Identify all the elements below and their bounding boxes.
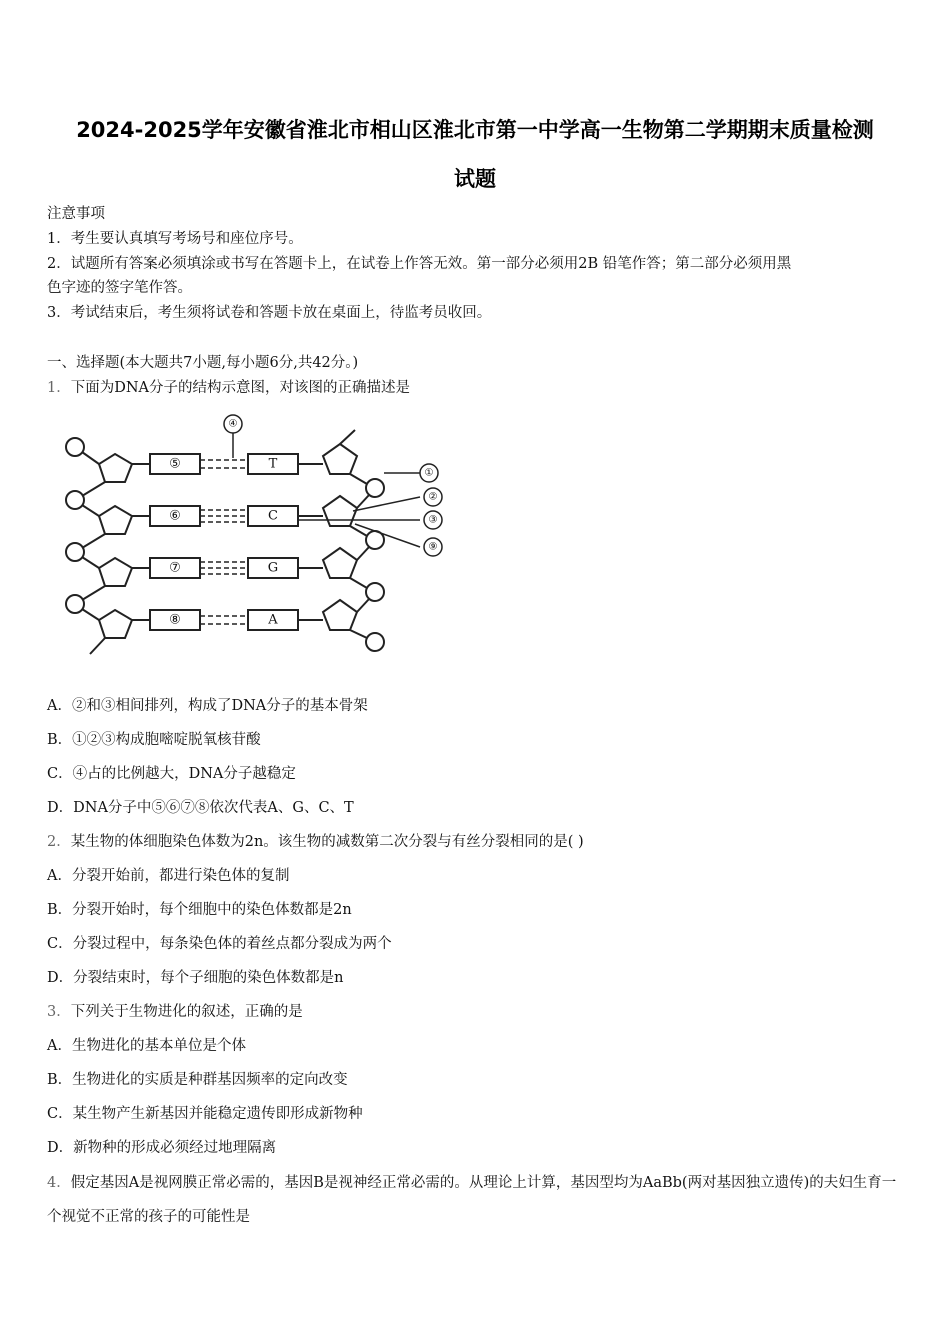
phosphate-circle (366, 479, 384, 497)
base-label-8: ⑧ (169, 612, 181, 628)
question-1 (47, 376, 410, 397)
deoxyribose-pentagon (323, 600, 357, 630)
question-number: 1． (47, 380, 71, 396)
q3-option-b: B．生物进化的实质是种群基因频率的定向改变 (47, 1072, 348, 1088)
question-number: 3． (47, 1004, 71, 1020)
phosphate-circle (66, 595, 84, 613)
section-heading: 一、选择题(本大题共7小题,每小题6分,共42分。) (47, 355, 359, 371)
notice-item: 1．考生要认真填写考场号和座位序号。 (47, 231, 303, 247)
notice-heading: 注意事项 (47, 206, 105, 222)
q1-option-d: D．DNA分子中⑤⑥⑦⑧依次代表A、G、C、T (47, 800, 354, 816)
deoxyribose-pentagon (99, 610, 132, 638)
question-stem: 某生物的体细胞染色体数为2n。该生物的减数第二次分裂与有丝分裂相同的是( ) (70, 834, 584, 850)
dna-structure-figure (55, 412, 455, 662)
callout-2: ② (428, 491, 438, 503)
notice-item: 3．考试结束后，考生须将试卷和答题卡放在桌面上，待监考员收回。 (47, 305, 492, 321)
deoxyribose-pentagon (99, 558, 132, 586)
base-label-5: ⑤ (169, 456, 181, 472)
document-title-line2: 试题 (454, 167, 496, 191)
q1-option-a: A．②和③相间排列，构成了DNA分子的基本骨架 (47, 698, 368, 714)
phosphate-circle (366, 633, 384, 651)
document-title: 2024-2025学年安徽省淮北市相山区淮北市第一中学高一生物第二学期期末质量检测 (76, 118, 874, 142)
callout-4: ④ (228, 418, 238, 430)
callout-1: ① (424, 467, 434, 479)
deoxyribose-pentagon (99, 506, 132, 534)
question-stem: 假定基因A是视网膜正常必需的，基因B是视神经正常必需的。从理论上计算，基因型均为AaBb(两对基因独立遗传)的夫妇生育一个视觉不正常的孩子的可能性是 (47, 1175, 897, 1225)
question-number: 2． (47, 834, 71, 850)
callout-9: ⑨ (428, 541, 438, 553)
q3-option-a: A．生物进化的基本单位是个体 (47, 1038, 246, 1054)
q2-option-a: A．分裂开始前，都进行染色体的复制 (47, 868, 290, 884)
question-stem: 下面为DNA分子的结构示意图，对该图的正确描述是 (70, 380, 411, 396)
q2-option-d: D．分裂结束时，每个子细胞的染色体数都是n (47, 970, 344, 986)
base-label-c: C (268, 508, 278, 524)
question-2 (47, 830, 584, 851)
phosphate-circle (366, 583, 384, 601)
deoxyribose-pentagon (323, 496, 357, 526)
q2-option-b: B．分裂开始时，每个细胞中的染色体数都是2n (47, 902, 352, 918)
base-label-g: G (267, 560, 279, 576)
deoxyribose-pentagon (323, 548, 357, 578)
q1-option-b: B．①②③构成胞嘧啶脱氧核苷酸 (47, 732, 261, 748)
notice-item: 2．试题所有答案必须填涂或书写在答题卡上，在试卷上作答无效。第一部分必须用2B 铅笔作答；第二部分必须用黑 (47, 256, 792, 272)
q1-option-c: C．④占的比例越大，DNA分子越稳定 (47, 766, 296, 782)
base-label-7: ⑦ (169, 560, 181, 576)
q2-option-c: C．分裂过程中，每条染色体的着丝点都分裂成为两个 (47, 936, 392, 952)
q3-option-c: C．某生物产生新基因并能稳定遗传即形成新物种 (47, 1106, 363, 1122)
question-3 (47, 1000, 303, 1021)
phosphate-circle (66, 543, 84, 561)
base-label-t: T (268, 456, 278, 472)
phosphate-circle (66, 491, 84, 509)
deoxyribose-pentagon (99, 454, 132, 482)
notice-item: 色字迹的签字笔作答。 (47, 280, 192, 296)
callout-3: ③ (428, 514, 438, 526)
question-4 (47, 1166, 907, 1234)
base-label-6: ⑥ (169, 508, 181, 524)
q3-option-d: D．新物种的形成必须经过地理隔离 (47, 1140, 277, 1156)
phosphate-circle (66, 438, 84, 456)
base-label-a: A (268, 612, 278, 628)
question-stem: 下列关于生物进化的叙述，正确的是 (70, 1004, 303, 1020)
question-number: 4． (47, 1175, 71, 1191)
deoxyribose-pentagon (323, 444, 357, 474)
